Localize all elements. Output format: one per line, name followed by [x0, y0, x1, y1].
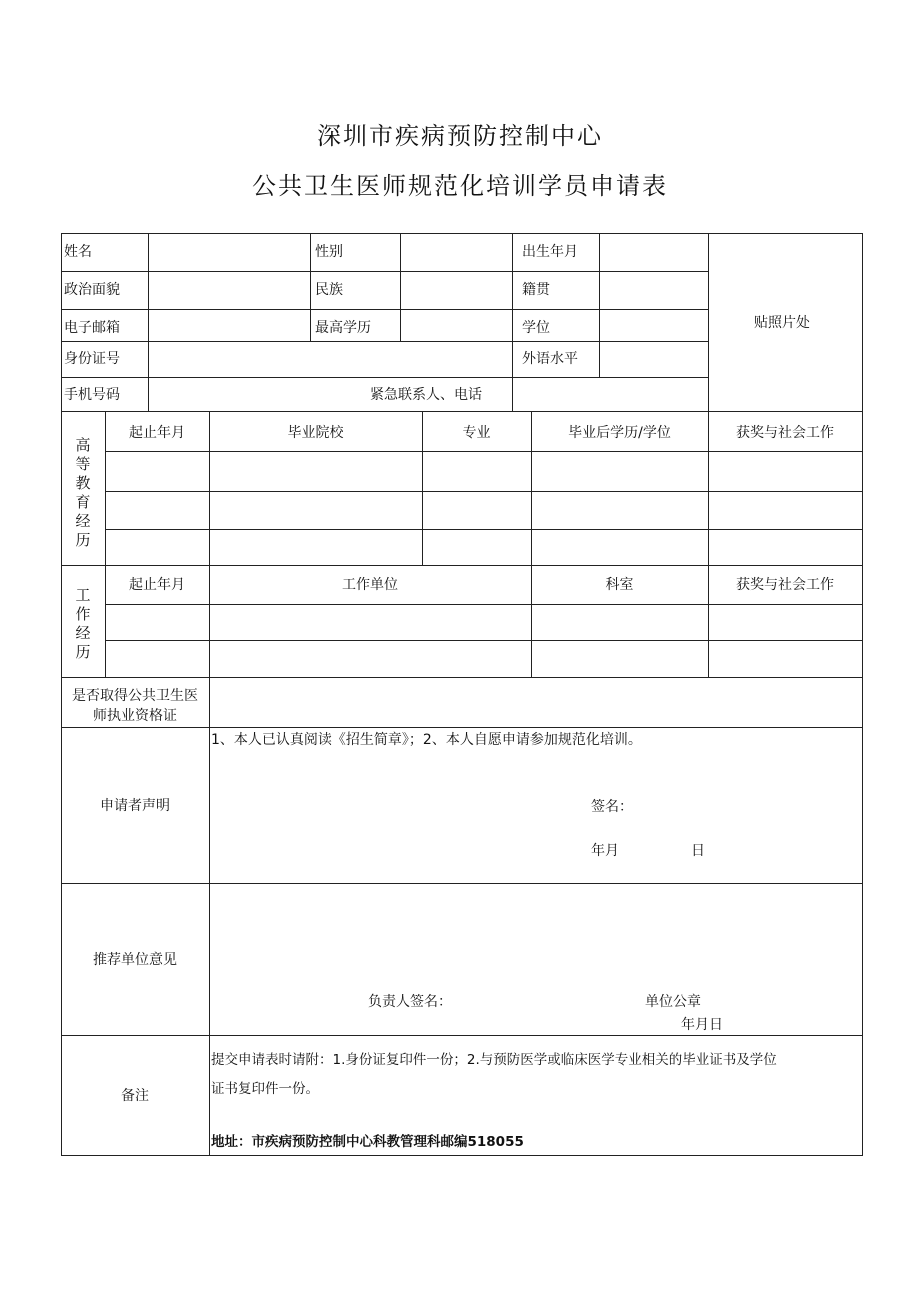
- declaration-date-day: 日: [691, 843, 705, 859]
- edu-col-period: 起止年月: [129, 425, 185, 441]
- degree-label: 学位: [522, 320, 550, 336]
- certificate-label-line2: 师执业资格证: [93, 708, 177, 724]
- work-col-department: 科室: [605, 577, 634, 593]
- birth-label: 出生年月: [522, 244, 578, 260]
- id-number-field[interactable]: [149, 342, 511, 376]
- remarks-text-line1: 提交申请表时请附：1.身份证复印件一份；2.与预防医学或临床医学专业相关的毕业证书及学位: [211, 1052, 777, 1068]
- native-place-field[interactable]: [600, 272, 707, 308]
- higher-education-section-label: 高等教育经历: [75, 436, 91, 549]
- political-field[interactable]: [149, 272, 309, 308]
- ethnicity-label: 民族: [315, 282, 343, 298]
- form-title: 公共卫生医师规范化培训学员申请表: [252, 172, 668, 200]
- education-label: 最高学历: [315, 320, 371, 336]
- photo-placeholder: 贴照片处: [754, 315, 810, 331]
- phone-field[interactable]: [149, 378, 349, 410]
- native-place-label: 籍贯: [522, 282, 550, 298]
- edu-col-major: 专业: [462, 425, 491, 441]
- work-col-awards: 获奖与社会工作: [736, 577, 834, 593]
- remarks-label: 备注: [121, 1088, 149, 1104]
- email-field[interactable]: [149, 310, 309, 340]
- recommendation-label: 推荐单位意见: [93, 952, 177, 968]
- work-col-period: 起止年月: [129, 577, 185, 593]
- signature-label: 签名：: [591, 799, 633, 815]
- birth-field[interactable]: [600, 234, 707, 270]
- recommendation-date: 年月日: [681, 1017, 723, 1033]
- name-label: 姓名: [64, 244, 92, 260]
- name-field[interactable]: [149, 234, 309, 270]
- edu-col-awards: 获奖与社会工作: [736, 425, 834, 441]
- emergency-contact-field[interactable]: [513, 378, 707, 410]
- certificate-field[interactable]: [210, 678, 861, 726]
- emergency-contact-label: 紧急联系人、电话: [370, 387, 482, 403]
- edu-col-school: 毕业院校: [287, 425, 344, 441]
- declaration-text: 1、本人已认真阅读《招生简章》；2、本人自愿申请参加规范化培训。: [211, 732, 642, 748]
- language-label: 外语水平: [522, 351, 578, 367]
- gender-field[interactable]: [401, 234, 511, 270]
- political-label: 政治面貌: [64, 282, 120, 298]
- remarks-text-line2: 证书复印件一份。: [211, 1081, 319, 1097]
- declaration-label: 申请者声明: [100, 798, 170, 814]
- edu-col-degree: 毕业后学历/学位: [568, 425, 671, 441]
- phone-label: 手机号码: [64, 387, 120, 403]
- email-label: 电子邮箱: [64, 320, 120, 336]
- photo-box[interactable]: [709, 234, 861, 410]
- address-line: 地址：市疾病预防控制中心科教管理科邮编518055: [211, 1134, 524, 1150]
- work-experience-section-label: 工作经历: [75, 586, 91, 661]
- gender-label: 性别: [315, 244, 343, 260]
- ethnicity-field[interactable]: [401, 272, 511, 308]
- education-field[interactable]: [401, 310, 511, 340]
- id-number-label: 身份证号: [64, 351, 120, 367]
- language-field[interactable]: [600, 342, 707, 376]
- declaration-date-month: 年月: [591, 843, 619, 859]
- responsible-signature-label: 负责人签名：: [368, 994, 452, 1010]
- page-title: 深圳市疾病预防控制中心: [317, 122, 603, 150]
- certificate-label-line1: 是否取得公共卫生医: [72, 688, 198, 704]
- work-col-employer: 工作单位: [342, 577, 398, 593]
- unit-seal-label: 单位公章: [645, 994, 701, 1010]
- degree-field[interactable]: [600, 310, 707, 340]
